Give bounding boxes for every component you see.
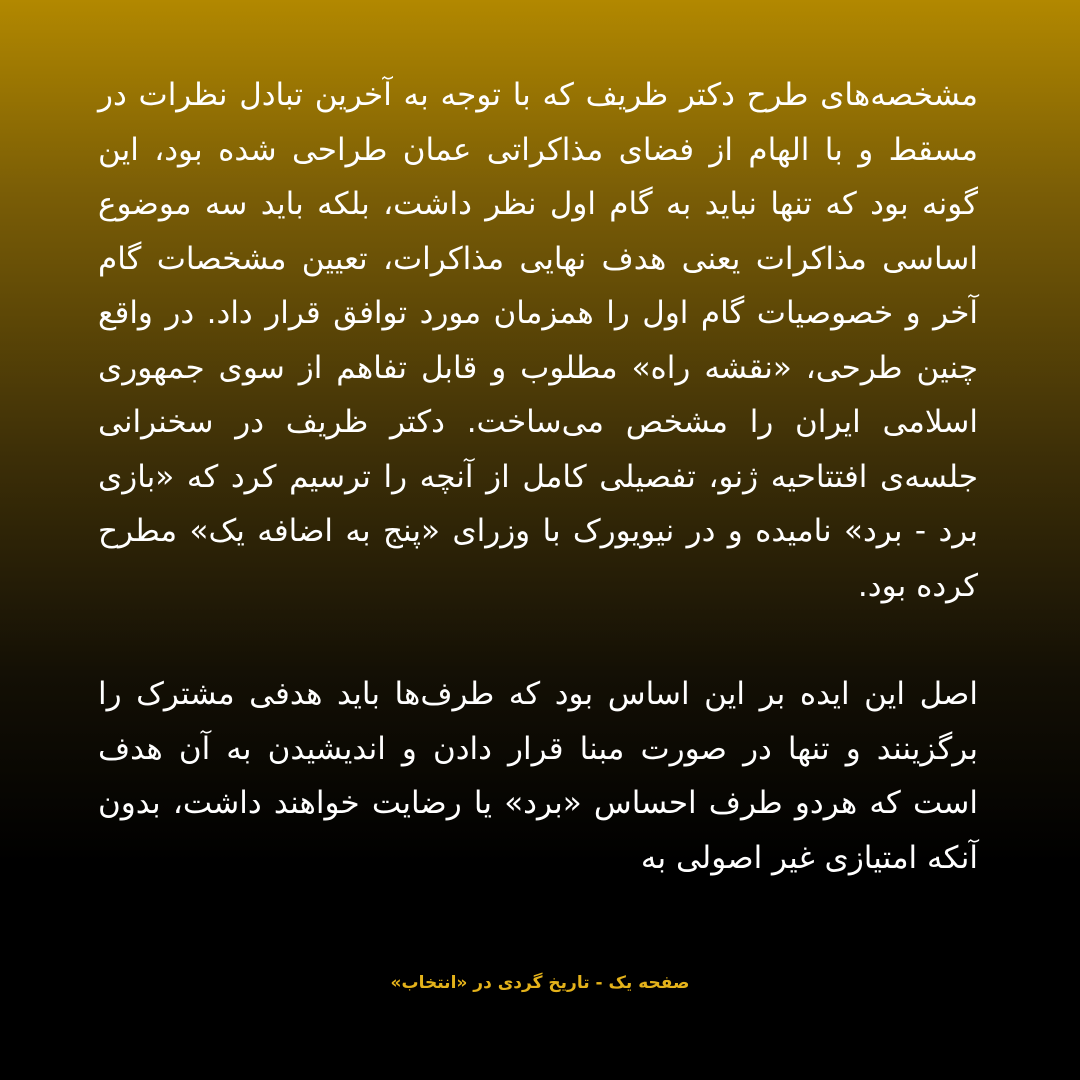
footer-caption: صفحه یک - تاریخ گردی در «انتخاب» (390, 973, 690, 993)
paragraph-2: اصل این ایده بر این اساس بود که طرف‌ها باید هدفی مشترک را برگزینند و تنها در صورت مبنا قرار دادن و اندیشیدن به آن هدف است که هردو طرف احساس «برد» یا رضایت خواهند داشت، بدون آنکه امتیازی غیر اصولی به (98, 676, 978, 876)
article-body (98, 68, 978, 885)
paragraph-1: مشخصه‌های طرح دکتر ظریف که با توجه به آخرین تبادل نظرات در مسقط و با الهام از فضای مذاکراتی عمان طراحی شده بود، این گونه بود که تنها نباید به گام اول نظر داشت، بلکه باید سه موضوع اساسی مذاکرات یعنی هدف نهایی مذاکرات، تعیین مشخصات گام آخر و خصوصیات گام اول را همزمان مورد توافق قرار داد. در واقع چنین طرحی، «نقشه راه» مطلوب و قابل تفاهم از سوی جمهوری اسلامی ایران را مشخص می‌ساخت. دکتر ظریف در سخنرانی جلسه‌ی افتتاحیه ژنو، تفصیلی کامل از آنچه را ترسیم کرد که «بازی برد - برد» نامیده و در نیویورک با وزرای «پنج به اضافه یک» مطرح کرده بود. (98, 77, 978, 604)
